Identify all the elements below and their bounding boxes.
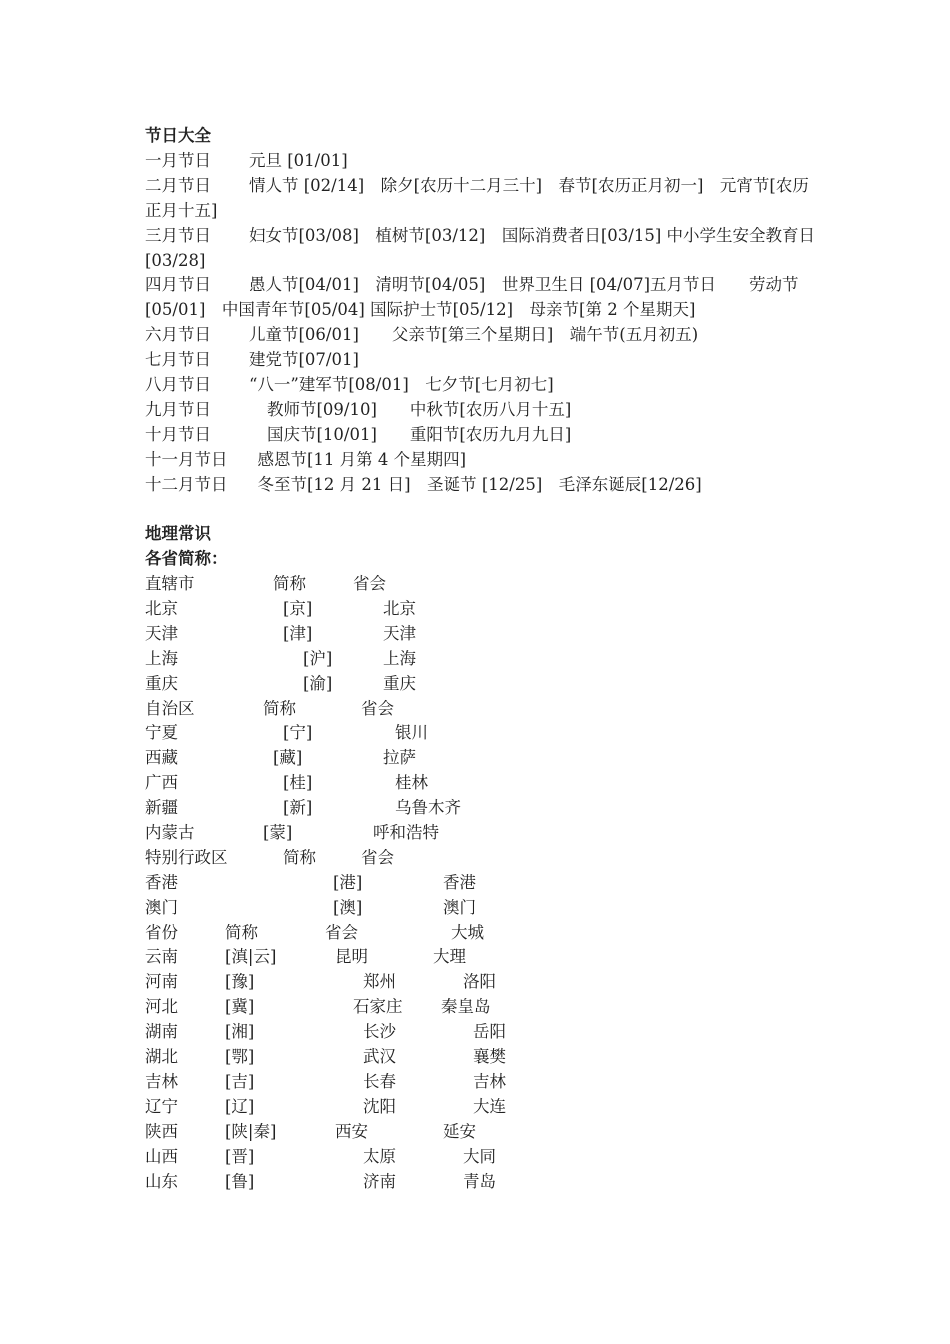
table-header (145, 572, 825, 597)
festival-row-apr (145, 273, 825, 323)
capital-cell: 太原 (363, 1146, 396, 1166)
festival-row-aug (145, 373, 825, 398)
abbr-cell: [陕|秦] (225, 1121, 277, 1141)
name-cell: 新疆 (145, 798, 178, 818)
table-row (145, 821, 825, 846)
abbr-cell: [津] (283, 623, 313, 643)
abbr-cell: [宁] (283, 723, 313, 743)
city-cell: 秦皇岛 (441, 997, 491, 1017)
name-cell: 香港 (145, 872, 178, 892)
name-cell: 云南 (145, 947, 178, 967)
capital-cell: 澳门 (443, 897, 476, 917)
document-page (145, 124, 825, 1194)
table-row (145, 1045, 825, 1070)
capital-cell: 北京 (383, 599, 416, 619)
abbr-cell: [澳] (333, 897, 363, 917)
header-cell: 简称 (225, 922, 258, 942)
abbr-cell: [晋] (225, 1146, 255, 1166)
geography-subtitle: 各省简称： (145, 549, 228, 569)
city-cell: 延安 (443, 1121, 476, 1141)
capital-cell: 西安 (335, 1121, 368, 1141)
capital-cell: 呼和浩特 (373, 823, 439, 843)
festival-row-dec (145, 473, 825, 498)
festival-row-nov (145, 448, 825, 473)
month-label: 九月节日 (145, 399, 211, 419)
table-row (145, 622, 825, 647)
abbr-cell: [滇|云] (225, 947, 277, 967)
name-cell: 湖南 (145, 1022, 178, 1042)
abbr-cell: [藏] (273, 748, 303, 768)
city-cell: 襄樊 (473, 1047, 506, 1067)
festival-row-jul (145, 348, 825, 373)
header-cell: 大城 (451, 922, 484, 942)
table-row (145, 1170, 825, 1195)
month-festivals: 教师节[09/10] 中秋节[农历八月十五] (267, 399, 572, 419)
festival-row-feb (145, 174, 825, 224)
month-label: 七月节日 (145, 350, 211, 370)
festivals-title: 节日大全 (145, 126, 211, 145)
name-cell: 广西 (145, 773, 178, 793)
capital-cell: 香港 (443, 872, 476, 892)
table-row (145, 970, 825, 995)
abbr-cell: [蒙] (263, 823, 293, 843)
table-row (145, 647, 825, 672)
name-cell: 陕西 (145, 1121, 178, 1141)
name-cell: 重庆 (145, 673, 178, 693)
capital-cell: 乌鲁木齐 (395, 798, 461, 818)
abbr-cell: [渝] (303, 673, 333, 693)
city-cell: 岳阳 (473, 1022, 506, 1042)
name-cell: 宁夏 (145, 723, 178, 743)
name-cell: 澳门 (145, 897, 178, 917)
capital-cell: 银川 (395, 723, 428, 743)
capital-cell: 上海 (383, 648, 416, 668)
abbr-cell: [桂] (283, 773, 313, 793)
table-row (145, 746, 825, 771)
name-cell: 湖北 (145, 1047, 178, 1067)
abbr-cell: [鲁] (225, 1171, 255, 1191)
header-cell: 简称 (273, 574, 306, 594)
month-festivals: 妇女节[03/08] 植树节[03/12] 国际消费者日[03/15] 中小学生安全教育日[03/28] (145, 225, 816, 270)
table-row (145, 796, 825, 821)
header-cell: 自治区 (145, 698, 195, 718)
name-cell: 辽宁 (145, 1096, 178, 1116)
capital-cell: 武汉 (363, 1047, 396, 1067)
header-cell: 省会 (361, 847, 394, 867)
festival-row-mar (145, 224, 825, 274)
month-festivals: “八一”建军节[08/01] 七夕节[七月初七] (249, 375, 554, 394)
header-cell: 省会 (361, 698, 394, 718)
month-label: 一月节日 (145, 150, 211, 170)
geography-title: 地理常识 (145, 524, 211, 544)
name-cell: 上海 (145, 648, 178, 668)
city-cell: 大连 (473, 1096, 506, 1116)
abbr-cell: [豫] (225, 972, 255, 992)
table-header (145, 697, 825, 722)
section-spacer (145, 497, 825, 522)
capital-cell: 济南 (363, 1171, 396, 1191)
header-cell: 简称 (263, 698, 296, 718)
table-row (145, 1020, 825, 1045)
table-row (145, 1120, 825, 1145)
month-label: 四月节日 (145, 275, 211, 295)
header-cell: 特别行政区 (145, 847, 228, 867)
table-row (145, 771, 825, 796)
capital-cell: 重庆 (383, 673, 416, 693)
month-label: 十一月节日 (145, 449, 228, 469)
abbr-cell: [湘] (225, 1022, 255, 1042)
month-label: 二月节日 (145, 175, 211, 195)
name-cell: 西藏 (145, 748, 178, 768)
name-cell: 山东 (145, 1171, 178, 1191)
festival-row-jan (145, 149, 825, 174)
table-row (145, 945, 825, 970)
month-label: 三月节日 (145, 225, 211, 245)
capital-cell: 石家庄 (353, 997, 403, 1017)
table-row (145, 672, 825, 697)
table-row (145, 721, 825, 746)
capital-cell: 郑州 (363, 972, 396, 992)
table-row (145, 1070, 825, 1095)
month-label: 十月节日 (145, 424, 211, 444)
month-label: 八月节日 (145, 375, 211, 394)
table-header (145, 921, 825, 946)
name-cell: 河南 (145, 972, 178, 992)
month-label: 六月节日 (145, 325, 211, 345)
city-cell: 大同 (463, 1146, 496, 1166)
festival-row-sep (145, 398, 825, 423)
abbr-cell: [冀] (225, 997, 255, 1017)
festival-row-oct (145, 423, 825, 448)
month-festivals: 元旦 [01/01] (249, 150, 348, 170)
abbr-cell: [新] (283, 798, 313, 818)
table-row (145, 995, 825, 1020)
city-cell: 洛阳 (463, 972, 496, 992)
abbr-cell: [辽] (225, 1096, 255, 1116)
header-cell: 简称 (283, 847, 316, 867)
abbr-cell: [京] (283, 599, 313, 619)
name-cell: 山西 (145, 1146, 178, 1166)
name-cell: 内蒙古 (145, 823, 195, 843)
abbr-cell: [港] (333, 872, 363, 892)
abbr-cell: [吉] (225, 1071, 255, 1091)
header-cell: 直辖市 (145, 574, 195, 594)
city-cell: 青岛 (463, 1171, 496, 1191)
festival-row-jun (145, 323, 825, 348)
table-row (145, 871, 825, 896)
table-row (145, 896, 825, 921)
capital-cell: 拉萨 (383, 748, 416, 768)
table-row (145, 597, 825, 622)
abbr-cell: [鄂] (225, 1047, 255, 1067)
name-cell: 天津 (145, 623, 178, 643)
month-festivals: 愚人节[04/01] 清明节[04/05] 世界卫生日 [04/07]五月节日 劳动节[05/01] 中国青年节[05/04] 国际护士节[05/12] 母亲节[第 2 个星期天] (145, 275, 799, 320)
capital-cell: 长春 (363, 1071, 396, 1091)
month-festivals: 儿童节[06/01] 父亲节[第三个星期日] 端午节(五月初五) (249, 325, 699, 345)
capital-cell: 桂林 (395, 773, 428, 793)
capital-cell: 昆明 (335, 947, 368, 967)
abbr-cell: [沪] (303, 648, 333, 668)
name-cell: 河北 (145, 997, 178, 1017)
month-festivals: 感恩节[11 月第 4 个星期四] (257, 449, 467, 469)
capital-cell: 沈阳 (363, 1096, 396, 1116)
capital-cell: 天津 (383, 623, 416, 643)
month-festivals: 情人节 [02/14] 除夕[农历十二月三十] 春节[农历正月初一] 元宵节[农历正月十五] (145, 175, 809, 220)
name-cell: 北京 (145, 599, 178, 619)
header-cell: 省份 (145, 922, 178, 942)
header-cell: 省会 (325, 922, 358, 942)
month-festivals: 冬至节[12 月 21 日] 圣诞节 [12/25] 毛泽东诞辰[12/26] (257, 474, 702, 494)
name-cell: 吉林 (145, 1071, 178, 1091)
month-label: 十二月节日 (145, 474, 228, 494)
table-row (145, 1095, 825, 1120)
city-cell: 大理 (433, 947, 466, 967)
table-row (145, 1145, 825, 1170)
header-cell: 省会 (353, 574, 386, 594)
city-cell: 吉林 (473, 1071, 506, 1091)
table-header (145, 846, 825, 871)
capital-cell: 长沙 (363, 1022, 396, 1042)
month-festivals: 国庆节[10/01] 重阳节[农历九月九日] (267, 424, 572, 444)
month-festivals: 建党节[07/01] (249, 350, 359, 370)
